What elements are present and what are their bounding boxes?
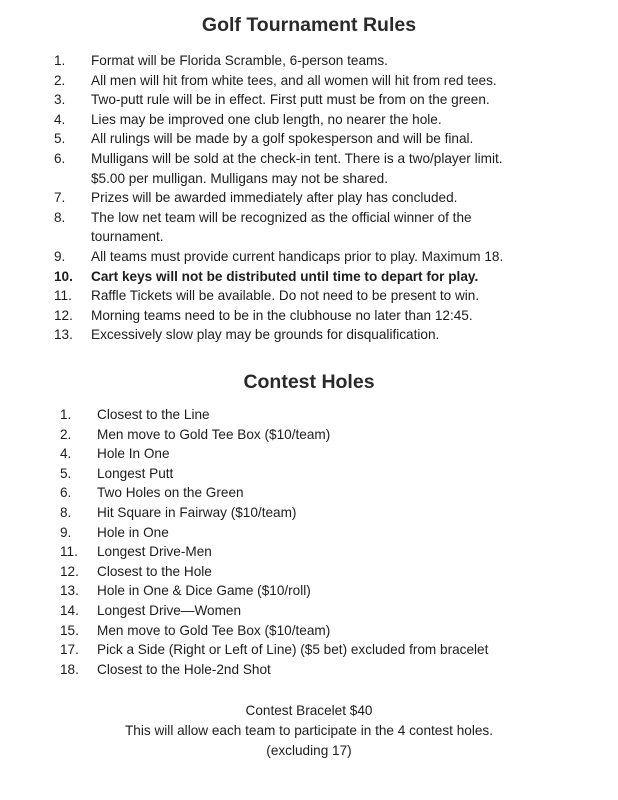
contest-text: Hole in One xyxy=(97,524,169,540)
hole-number: 5. xyxy=(60,465,72,481)
contest-text: Hole in One & Dice Game ($10/roll) xyxy=(97,583,311,599)
rule-text: All men will hit from white tees, and all women will hit from red tees. xyxy=(91,72,497,88)
contest-text: Hit Square in Fairway ($10/team) xyxy=(97,504,297,520)
contest-text: Closest to the Line xyxy=(97,407,210,422)
rule-text: Two-putt rule will be in effect. First putt must be from on the green. xyxy=(91,92,490,108)
contest-holes-title: Contest Holes xyxy=(243,371,375,393)
rule-item xyxy=(54,306,574,326)
contest-item xyxy=(60,503,580,523)
rule-item xyxy=(54,325,574,345)
hole-number: 15. xyxy=(60,622,79,638)
rule-text: Lies may be improved one club length, no nearer the hole. xyxy=(91,111,442,127)
rule-number: 13. xyxy=(54,327,73,343)
contest-item xyxy=(60,640,580,660)
contest-item xyxy=(60,601,580,621)
rule-item xyxy=(54,208,574,247)
rule-text: All rulings will be made by a golf spokesperson and will be final. xyxy=(91,131,474,147)
hole-number: 4. xyxy=(60,446,72,462)
rule-number: 4. xyxy=(54,111,66,127)
contest-item xyxy=(60,405,580,425)
contest-item xyxy=(60,542,580,562)
rule-number: 12. xyxy=(54,307,73,323)
hole-number: 13. xyxy=(60,583,79,599)
rule-item xyxy=(54,110,574,130)
hole-number: 12. xyxy=(60,563,79,579)
contest-text: Longest Drive-Men xyxy=(97,544,212,560)
hole-number: 17. xyxy=(60,642,79,658)
rule-item-bold xyxy=(54,267,574,287)
contest-item xyxy=(60,562,580,582)
contest-item xyxy=(60,581,580,601)
rule-item xyxy=(54,90,574,110)
hole-number: 18. xyxy=(60,661,79,677)
rule-text: All teams must provide current handicaps prior to play. Maximum 18. xyxy=(91,248,504,264)
rule-text-continued: tournament. xyxy=(91,229,164,245)
rule-text: Excessively slow play may be grounds for disqualification. xyxy=(91,327,440,343)
rule-number: 5. xyxy=(54,131,66,147)
rule-item xyxy=(54,286,574,306)
rule-text: Cart keys will not be distributed until time to depart for play. xyxy=(91,268,479,284)
rule-number: 7. xyxy=(54,190,66,206)
contest-text: Longest Drive—Women xyxy=(97,602,242,618)
rule-number: 11. xyxy=(54,288,72,304)
bracelet-description: This will allow each team to participate in the 4 contest holes. xyxy=(125,723,493,738)
rule-text: Raffle Tickets will be available. Do not need to be present to win. xyxy=(91,288,480,304)
contest-text: Pick a Side (Right or Left of Line) ($5 bet) excluded from bracelet xyxy=(97,642,489,658)
contest-text: Closest to the Hole xyxy=(97,563,212,579)
contest-item xyxy=(60,425,580,445)
rule-text-continued: $5.00 per mulligan. Mulligans may not be shared. xyxy=(91,170,388,186)
contest-text: Men move to Gold Tee Box ($10/team) xyxy=(97,426,331,442)
contest-item xyxy=(60,444,580,464)
rules-list xyxy=(54,51,574,345)
contest-holes-list xyxy=(60,405,580,679)
contest-text: Two Holes on the Green xyxy=(97,485,244,501)
rule-item xyxy=(54,71,574,91)
rule-item xyxy=(54,247,574,267)
rule-number: 2. xyxy=(54,72,66,88)
contest-text: Men move to Gold Tee Box ($10/team) xyxy=(97,622,331,638)
hole-number: 14. xyxy=(60,602,79,618)
rule-number: 10. xyxy=(54,268,73,284)
contest-item xyxy=(60,523,580,543)
hole-number: 9. xyxy=(60,524,72,540)
rule-item xyxy=(54,51,574,71)
rule-number: 3. xyxy=(54,92,66,108)
rule-number: 6. xyxy=(54,150,66,166)
rule-text: Morning teams need to be in the clubhouse no later than 12:45. xyxy=(91,307,473,323)
rule-item xyxy=(54,188,574,208)
contest-text: Hole In One xyxy=(97,446,170,462)
rule-number: 9. xyxy=(54,248,66,264)
rule-number: 1. xyxy=(54,53,66,68)
rule-item xyxy=(54,129,574,149)
rule-text: The low net team will be recognized as the official winner of the xyxy=(91,209,472,225)
contest-text: Longest Putt xyxy=(97,465,174,481)
contest-text: Closest to the Hole-2nd Shot xyxy=(97,661,271,677)
hole-number: 2. xyxy=(60,426,72,442)
bracelet-note: (excluding 17) xyxy=(266,743,352,758)
rule-text: Prizes will be awarded immediately after play has concluded. xyxy=(91,190,458,206)
hole-number: 6. xyxy=(60,485,72,501)
hole-number: 11. xyxy=(60,544,78,560)
contest-item xyxy=(60,660,580,680)
rule-text: Mulligans will be sold at the check-in tent. There is a two/player limit. xyxy=(91,150,503,166)
rule-text: Format will be Florida Scramble, 6-person teams. xyxy=(91,53,388,68)
bracelet-title: Contest Bracelet $40 xyxy=(245,703,373,718)
rule-number: 8. xyxy=(54,209,66,225)
contest-item xyxy=(60,621,580,641)
hole-number: 8. xyxy=(60,504,72,520)
rules-title: Golf Tournament Rules xyxy=(201,14,417,36)
hole-number: 1. xyxy=(60,407,72,422)
rule-item xyxy=(54,149,574,188)
contest-item xyxy=(60,483,580,503)
contest-item xyxy=(60,464,580,484)
